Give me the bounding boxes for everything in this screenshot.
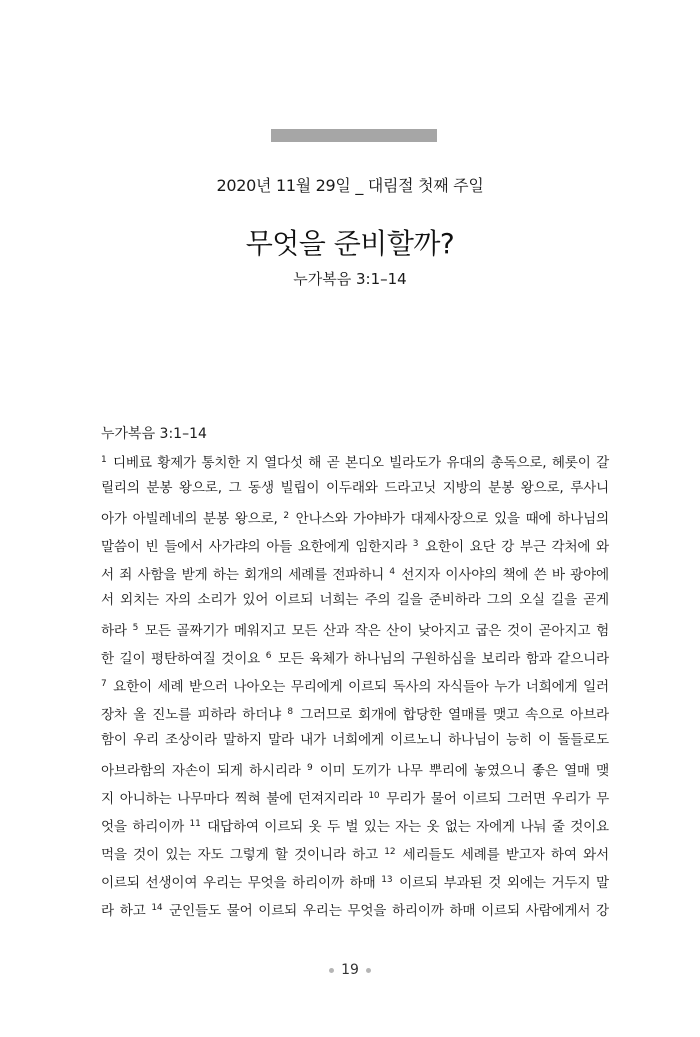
verse-text: 서 죄 사함을 받게 하는 회개의 세례를 전파하니 — [101, 567, 390, 583]
passage-line — [101, 894, 609, 922]
footer-dot-right — [366, 968, 371, 973]
passage-line — [101, 698, 609, 726]
page-title: 무엇을 준비할까? — [245, 227, 455, 260]
verse-text: 그러므로 회개에 합당한 열매를 맺고 속으로 아브라 — [293, 707, 609, 723]
passage-line — [101, 502, 609, 530]
passage-line — [101, 530, 609, 558]
passage-line — [101, 726, 609, 754]
verse-text: 지 아니하는 나무마다 찍혀 불에 던져지리라 — [101, 791, 369, 807]
scripture-passage — [101, 446, 609, 922]
passage-line — [101, 558, 609, 586]
verse-text: 릴리의 분봉 왕으로, 그 동생 빌립이 이두래와 드라고닛 지방의 분봉 왕으로, 루사니 — [101, 480, 609, 496]
header-decor-bar — [271, 129, 437, 142]
passage-heading: 누가복음 3:1–14 — [101, 426, 207, 442]
passage-line — [101, 782, 609, 810]
sermon-date: 2020년 11월 29일 _ 대림절 첫째 주일 — [216, 176, 484, 195]
verse-number: 7 — [101, 679, 107, 689]
verse-text: 모든 골짜기가 메워지고 모든 산과 작은 산이 낮아지고 굽은 것이 곧아지고 험 — [139, 623, 609, 639]
verse-number: 2 — [283, 511, 289, 521]
verse-text: 이르되 부과된 것 외에는 거두지 말 — [393, 875, 609, 891]
verse-text: 무리가 물어 이르되 그러면 우리가 무 — [380, 791, 610, 807]
footer-dot-left — [329, 968, 334, 973]
verse-text: 모든 육체가 하나님의 구원하심을 보리라 함과 같으니라 — [272, 651, 609, 667]
verse-text: 하라 — [101, 623, 133, 639]
verse-number: 6 — [265, 651, 272, 661]
verse-text: 장차 올 진노를 피하라 하더냐 — [101, 707, 288, 723]
verse-text: 요한이 요단 강 부근 각처에 와 — [419, 539, 609, 555]
verse-text: 요한이 세례 받으러 나아오는 무리에게 이르되 독사의 자식들아 누가 너희에게 일러 — [107, 679, 609, 695]
verse-text: 군인들도 물어 이르되 우리는 무엇을 하리이까 하매 이르되 사람에게서 강 — [163, 903, 609, 919]
verse-text: 세리들도 세례를 받고자 하여 와서 — [396, 847, 609, 863]
page-number: 19 — [341, 962, 359, 978]
passage-line — [101, 670, 609, 698]
verse-text: 안나스와 가야바가 대제사장으로 있을 때에 하나님의 — [289, 511, 609, 527]
verse-text: 이르되 선생이여 우리는 무엇을 하리이까 하매 — [101, 875, 382, 891]
passage-line — [101, 474, 609, 502]
verse-number: 14 — [151, 903, 163, 913]
verse-number: 5 — [132, 623, 139, 633]
verse-text: 한 길이 평탄하여질 것이요 — [101, 651, 266, 667]
verse-text: 대답하여 이르되 옷 두 벌 있는 자는 옷 없는 자에게 나눠 줄 것이요 — [201, 819, 609, 835]
verse-text: 서 외치는 자의 소리가 있어 이르되 너희는 주의 길을 준비하라 그의 오실 길을 곧게 — [101, 592, 609, 608]
verse-number: 11 — [189, 819, 201, 829]
passage-line — [101, 586, 609, 614]
verse-number: 3 — [412, 539, 419, 549]
verse-text: 라 하고 — [101, 903, 152, 919]
passage-line — [101, 754, 609, 782]
verse-text: 엇을 하리이까 — [101, 819, 190, 835]
verse-text: 아브라함의 자손이 되게 하시리라 — [101, 763, 307, 779]
verse-number: 13 — [381, 875, 393, 885]
verse-number: 10 — [368, 791, 380, 801]
page-footer — [0, 962, 700, 978]
verse-text: 함이 우리 조상이라 말하지 말라 내가 너희에게 이르노니 하나님이 능히 이 돌들로도 — [101, 732, 609, 748]
passage-line — [101, 866, 609, 894]
verse-number: 9 — [306, 763, 313, 773]
verse-text: 이미 도끼가 나무 뿌리에 놓였으니 좋은 열매 맺 — [313, 763, 609, 779]
passage-line — [101, 614, 609, 642]
verse-text: 선지자 이사야의 책에 쓴 바 광야에 — [395, 567, 609, 583]
verse-number: 4 — [389, 567, 395, 577]
verse-text: 말씀이 빈 들에서 사가랴의 아들 요한에게 임한지라 — [101, 539, 413, 555]
verse-number: 1 — [101, 455, 107, 465]
verse-text: 먹을 것이 있는 자도 그렇게 할 것이니라 하고 — [101, 847, 385, 863]
verse-number: 8 — [287, 707, 293, 717]
scripture-reference: 누가복음 3:1–14 — [293, 270, 407, 288]
passage-line — [101, 838, 609, 866]
verse-text: 아가 아빌레네의 분봉 왕으로, — [101, 511, 284, 527]
verse-number: 12 — [384, 847, 396, 857]
verse-text: 디베료 황제가 통치한 지 열다섯 해 곧 본디오 빌라도가 유대의 총독으로, 헤롯이 갈 — [107, 455, 609, 471]
passage-line — [101, 642, 609, 670]
passage-line — [101, 810, 609, 838]
passage-line — [101, 446, 609, 474]
